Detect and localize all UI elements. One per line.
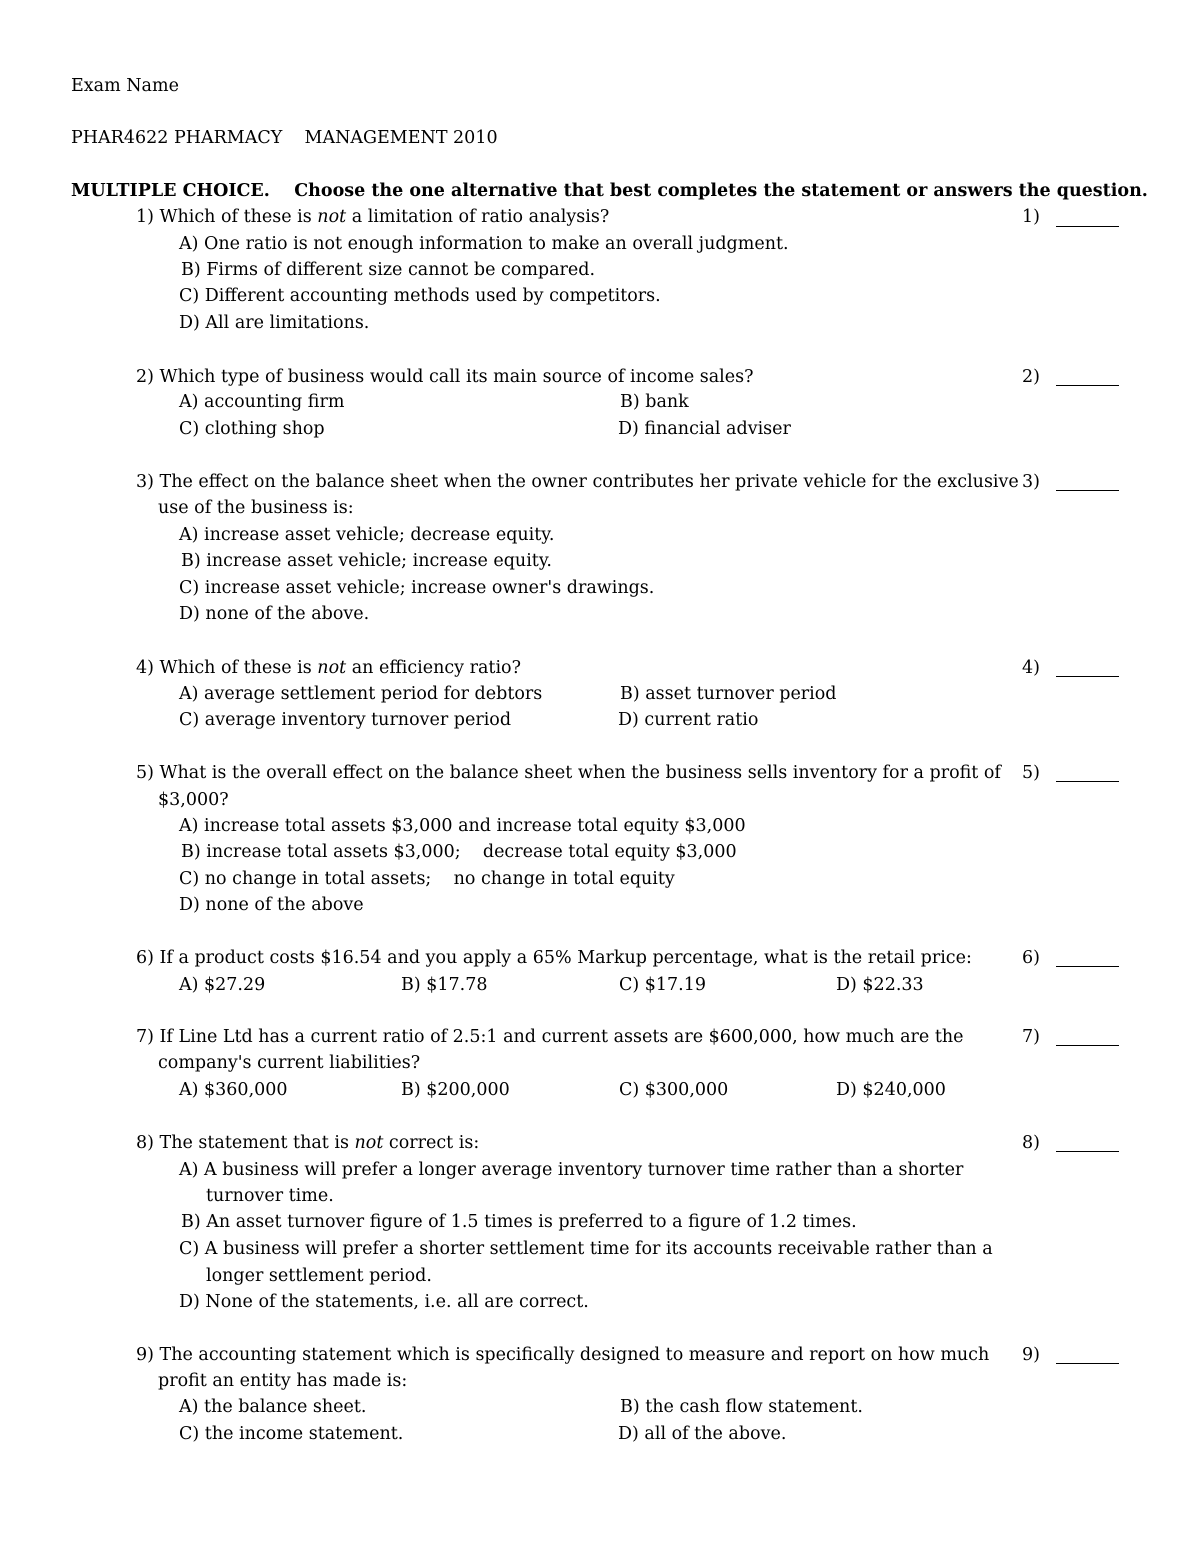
question-4-option-a: A) average settlement period for debtors [179, 684, 543, 704]
answer-blank-6[interactable] [1056, 966, 1119, 967]
answer-number-7: 7) [1022, 1027, 1040, 1047]
question-2-option-a: A) accounting firm [179, 392, 345, 412]
question-2-stem: 2) Which type of business would call its main source of income sales? [136, 367, 754, 387]
stem-text: 4) Which of these is [136, 658, 318, 678]
stem-text: a limitation of ratio analysis? [346, 207, 610, 227]
question-7-option-b: B) $200,000 [401, 1080, 510, 1100]
answer-blank-8[interactable] [1056, 1151, 1119, 1152]
question-1-option-a: A) One ratio is not enough information to make an overall judgment. [179, 234, 789, 254]
question-8-option-c: C) A business will prefer a shorter settlement time for its accounts receivable rather than a [179, 1239, 993, 1259]
question-5-option-a: A) increase total assets $3,000 and increase total equity $3,000 [179, 816, 746, 836]
question-3-option-a: A) increase asset vehicle; decrease equity. [179, 525, 555, 545]
question-8-stem [136, 1131, 479, 1155]
question-9-stem: 9) The accounting statement which is specifically designed to measure and report on how much [136, 1345, 990, 1365]
stem-text: 8) The statement that is [136, 1133, 355, 1153]
question-7-stem-continued: company's current liabilities? [158, 1053, 421, 1073]
answer-number-5: 5) [1022, 763, 1040, 783]
stem-emphasis: not [317, 207, 347, 227]
section-heading [71, 179, 1148, 203]
answer-blank-9[interactable] [1056, 1363, 1119, 1364]
question-3-option-b: B) increase asset vehicle; increase equity. [181, 551, 552, 571]
answer-number-4: 4) [1022, 658, 1040, 678]
question-8-option-a-continued: turnover time. [206, 1186, 334, 1206]
question-6-option-c: C) $17.19 [619, 975, 707, 995]
answer-blank-4[interactable] [1056, 676, 1119, 677]
answer-blank-7[interactable] [1056, 1045, 1119, 1046]
question-7-stem: 7) If Line Ltd has a current ratio of 2.5:1 and current assets are $600,000, how much are the [136, 1027, 964, 1047]
question-6-option-d: D) $22.33 [836, 975, 924, 995]
question-1-option-d: D) All are limitations. [179, 313, 370, 333]
question-2-option-b: B) bank [620, 392, 689, 412]
answer-number-6: 6) [1022, 948, 1040, 968]
question-7-option-c: C) $300,000 [619, 1080, 729, 1100]
question-9-option-b: B) the cash flow statement. [620, 1397, 863, 1417]
question-9-stem-continued: profit an entity has made is: [158, 1371, 408, 1391]
exam-name-label: Exam Name [71, 76, 179, 96]
question-5-stem: 5) What is the overall effect on the balance sheet when the business sells inventory for a profit of [136, 763, 1001, 783]
section-instructions: Choose the one alternative that best completes the statement or answers the question. [294, 181, 1148, 201]
stem-text: correct is: [383, 1133, 480, 1153]
question-5-option-d: D) none of the above [179, 895, 364, 915]
stem-text: an efficiency ratio? [346, 658, 521, 678]
question-1-stem [136, 205, 609, 229]
answer-number-9: 9) [1022, 1345, 1040, 1365]
question-6-stem: 6) If a product costs $16.54 and you apply a 65% Markup percentage, what is the retail price: [136, 948, 972, 968]
section-label: MULTIPLE CHOICE. [71, 181, 270, 201]
answer-blank-2[interactable] [1056, 385, 1119, 386]
question-6-option-a: A) $27.29 [179, 975, 266, 995]
question-5-stem-continued: $3,000? [158, 790, 229, 810]
question-9-option-a: A) the balance sheet. [179, 1397, 367, 1417]
question-1-option-b: B) Firms of different size cannot be compared. [181, 260, 596, 280]
answer-blank-1[interactable] [1056, 226, 1119, 227]
question-7-option-d: D) $240,000 [836, 1080, 946, 1100]
question-5-option-b: B) increase total assets $3,000; decrease total equity $3,000 [181, 842, 737, 862]
answer-number-1: 1) [1022, 207, 1040, 227]
question-4-option-b: B) asset turnover period [620, 684, 837, 704]
course-title: PHAR4622 PHARMACY MANAGEMENT 2010 [71, 128, 498, 148]
stem-text: 1) Which of these is [136, 207, 318, 227]
question-8-option-a: A) A business will prefer a longer average inventory turnover time rather than a shorter [179, 1160, 964, 1180]
question-4-option-c: C) average inventory turnover period [179, 710, 512, 730]
answer-blank-3[interactable] [1056, 490, 1119, 491]
stem-emphasis: not [317, 658, 347, 678]
question-3-stem-continued: use of the business is: [158, 498, 354, 518]
question-2-option-c: C) clothing shop [179, 419, 325, 439]
question-9-option-c: C) the income statement. [179, 1424, 404, 1444]
question-8-option-d: D) None of the statements, i.e. all are correct. [179, 1292, 589, 1312]
answer-number-8: 8) [1022, 1133, 1040, 1153]
answer-number-3: 3) [1022, 472, 1040, 492]
question-8-option-c-continued: longer settlement period. [206, 1266, 432, 1286]
question-4-stem [136, 656, 521, 680]
answer-blank-5[interactable] [1056, 781, 1119, 782]
stem-emphasis: not [354, 1133, 384, 1153]
question-8-option-b: B) An asset turnover figure of 1.5 times is preferred to a figure of 1.2 times. [181, 1212, 857, 1232]
question-3-stem: 3) The effect on the balance sheet when the owner contributes her private vehicle for the exclusive [136, 472, 1019, 492]
question-3-option-c: C) increase asset vehicle; increase owner's drawings. [179, 578, 655, 598]
question-1-option-c: C) Different accounting methods used by competitors. [179, 286, 661, 306]
question-6-option-b: B) $17.78 [401, 975, 488, 995]
question-9-option-d: D) all of the above. [618, 1424, 787, 1444]
question-3-option-d: D) none of the above. [179, 604, 370, 624]
question-2-option-d: D) financial adviser [618, 419, 791, 439]
question-7-option-a: A) $360,000 [179, 1080, 288, 1100]
question-4-option-d: D) current ratio [618, 710, 759, 730]
question-5-option-c: C) no change in total assets; no change in total equity [179, 869, 675, 889]
answer-number-2: 2) [1022, 367, 1040, 387]
